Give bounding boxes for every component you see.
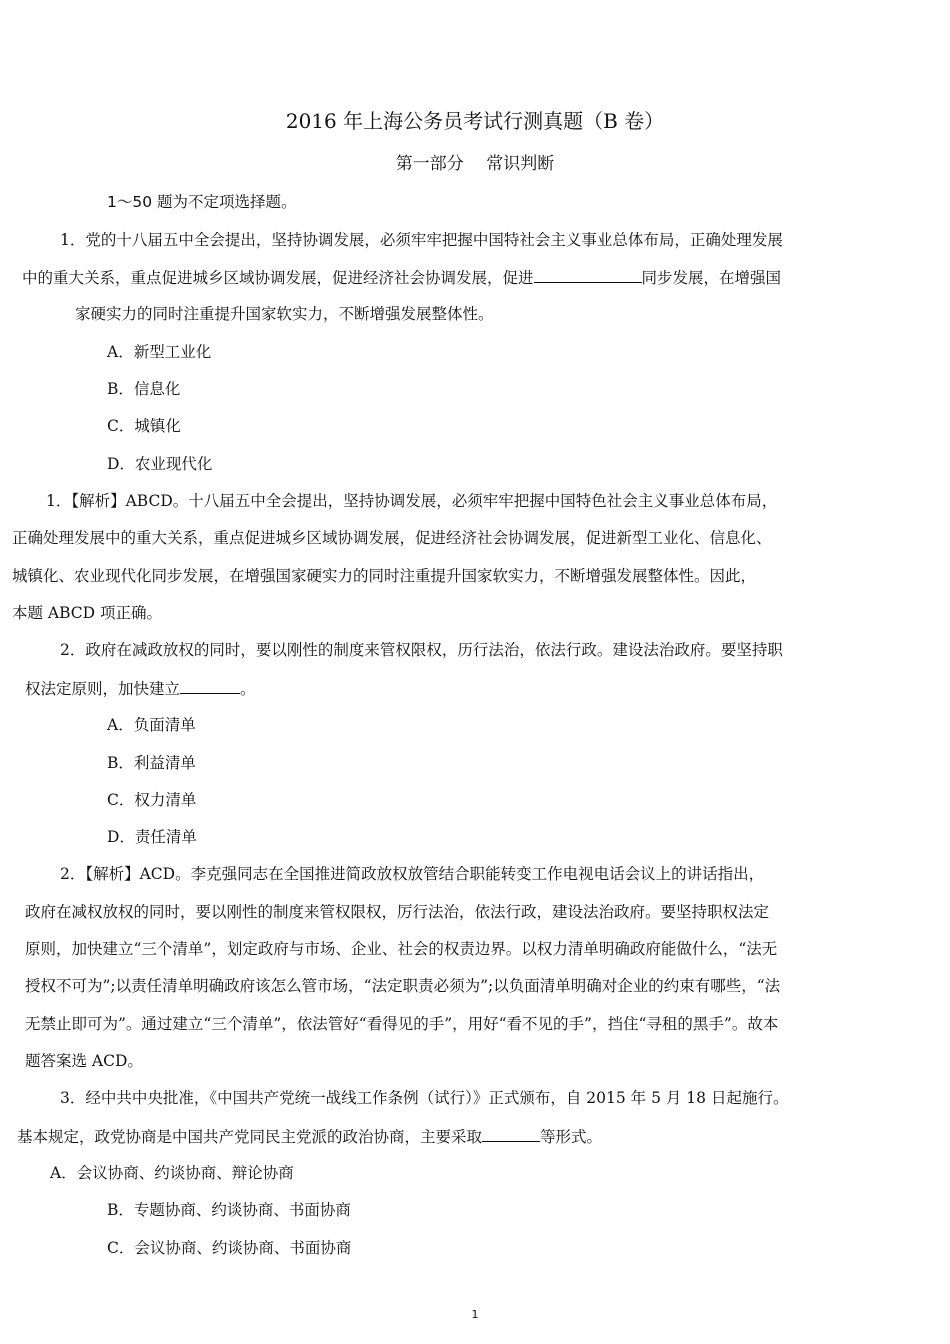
- q2-analysis-line5: 无禁止即可为”。通过建立“三个清单”，依法管好“看得见的手”，用好“看不见的手”，挡住“寻租的黑手”。故本: [25, 1015, 779, 1033]
- q1-analysis-line2: 正确处理发展中的重大关系，重点促进城乡区域协调发展，促进经济社会协调发展，促进新型工业化、信息化、: [12, 529, 772, 547]
- q1-stem-line2-pre: 中的重大关系，重点促进城乡区域协调发展，促进经济社会协调发展，促进: [22, 269, 534, 287]
- q2-option-c: C．权力清单: [107, 791, 197, 809]
- q3-option-c: C．会议协商、约谈协商、书面协商: [107, 1239, 352, 1257]
- q2-analysis-line4: 授权不可为”;以责任清单明确政府该怎么管市场，“法定职责必须为”;以负面清单明确对企业的约束有哪些，“法: [25, 977, 781, 995]
- q2-answer-blank: [180, 678, 240, 694]
- q1-option-c: C．城镇化: [107, 417, 181, 435]
- page-title: 2016 年上海公务员考试行测真题（B 卷）: [285, 109, 665, 133]
- q1-option-b: B．信息化: [107, 380, 181, 398]
- q1-stem-line1: 1．党的十八届五中全会提出，坚持协调发展，必须牢牢把握中国特社会主义事业总体布局，正确处理发展: [60, 231, 783, 249]
- q2-stem-line2: [25, 678, 256, 699]
- q2-option-a: A．负面清单: [107, 716, 196, 734]
- section-heading: 第一部分 常识判断: [395, 154, 555, 174]
- q2-option-d: D．责任清单: [107, 828, 197, 846]
- q2-analysis-line6: 题答案选 ACD。: [25, 1052, 143, 1070]
- q1-stem-line2: [22, 267, 781, 288]
- q2-analysis-line3: 原则，加快建立“三个清单”，划定政府与市场、企业、社会的权责边界。以权力清单明确政府能做什么，“法无: [25, 940, 778, 958]
- q1-stem-line2-post: 同步发展，在增强国: [641, 269, 782, 287]
- q3-option-b: B．专题协商、约谈协商、书面协商: [107, 1201, 351, 1219]
- q2-stem-line2-pre: 权法定原则，加快建立: [25, 680, 181, 698]
- q2-stem-line1: 2．政府在减政放权的同时，要以刚性的制度来管权限权，历行法治，依法行政。建设法治政府。要坚持职: [60, 641, 783, 659]
- q2-stem-line2-post: 。: [240, 680, 256, 698]
- q3-answer-blank: [482, 1126, 540, 1142]
- intro-text: 1～50 题为不定项选择题。: [107, 193, 297, 211]
- q1-option-d: D．农业现代化: [107, 455, 213, 473]
- q1-option-a: A．新型工业化: [107, 343, 212, 361]
- q3-stem-line2-post: 等形式。: [540, 1128, 603, 1146]
- q3-stem-line2: [17, 1126, 602, 1147]
- q1-analysis-line3: 城镇化、农业现代化同步发展，在增强国家硬实力的同时注重提升国家软实力，不断增强发展整体性。因此，: [12, 567, 757, 585]
- q1-answer-blank: [534, 267, 642, 283]
- q3-stem-line2-pre: 基本规定，政党协商是中国共产党同民主党派的政治协商，主要采取: [17, 1128, 483, 1146]
- page-number: 1: [471, 1308, 479, 1321]
- q3-stem-line1: 3．经中共中央批准，《中国共产党统一战线工作条例（试行）》正式颁布，自 2015 年 5 月 18 日起施行。: [60, 1089, 789, 1107]
- q1-analysis-line4: 本题 ABCD 项正确。: [12, 604, 163, 622]
- q1-analysis-line1: 1．【解析】ABCD。十八届五中全会提出，坚持协调发展，必须牢牢把握中国特色社会主义事业总体布局，: [46, 492, 778, 510]
- q2-analysis-line1: 2．【解析】ACD。李克强同志在全国推进简政放权放管结合职能转变工作电视电话会议上的讲话指出，: [60, 865, 765, 883]
- q1-stem-line3: 家硬实力的同时注重提升国家软实力，不断增强发展整体性。: [75, 305, 494, 323]
- q3-option-a: A．会议协商、约谈协商、辩论协商: [50, 1164, 294, 1182]
- q2-option-b: B．利益清单: [107, 754, 196, 772]
- q2-analysis-line2: 政府在减权放权的同时，要以刚性的制度来管权限权，厉行法治，依法行政，建设法治政府。要坚持职权法定: [25, 903, 770, 921]
